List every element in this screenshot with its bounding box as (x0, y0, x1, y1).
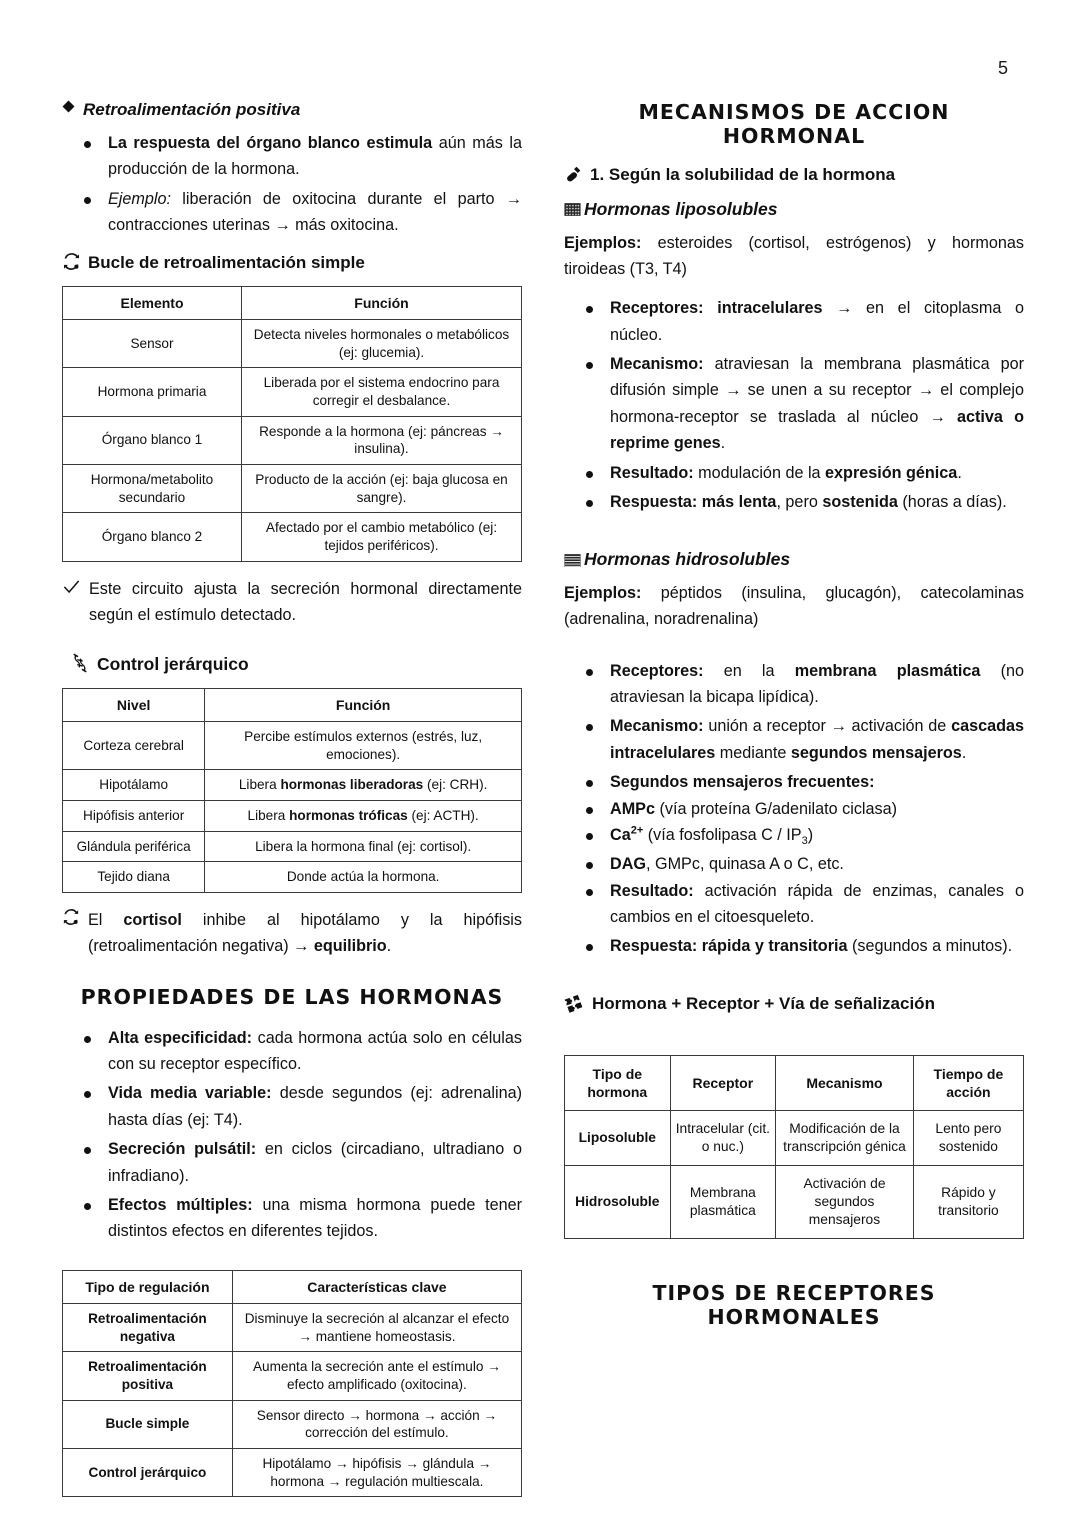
bullet-text: . (961, 743, 967, 762)
table-row (63, 831, 522, 862)
list-item (610, 769, 1024, 795)
positive-feedback-heading-text: Retroalimentación positiva (83, 100, 301, 119)
bullet-bold: expresión génica (825, 463, 958, 482)
positive-feedback-list (62, 130, 522, 239)
hierarchical-control-heading (62, 653, 522, 676)
table-cell: Modificación de la transcripción génica (776, 1111, 914, 1166)
examples-label: Ejemplos: (564, 584, 642, 603)
table-row (63, 1400, 522, 1448)
hidrosolubles-examples (564, 580, 1024, 632)
bullet-text: mediante (715, 743, 791, 762)
bullet-bold: sostenida (822, 493, 898, 512)
table-cell: Retroalimentación negativa (63, 1303, 233, 1351)
table-row (63, 1352, 522, 1400)
liposolubles-heading-text: Hormonas liposolubles (584, 199, 778, 220)
table-row (63, 464, 522, 512)
bullet-bold: Respuesta: rápida y transitoria (610, 937, 848, 956)
dna-icon (70, 653, 90, 673)
bullet-bold: Mecanismo: (610, 717, 704, 736)
table-cell: Glándula periférica (63, 831, 205, 862)
hidrosolubles-heading-text: Hormonas hidrosolubles (584, 549, 791, 570)
properties-list (62, 1025, 522, 1245)
liposolubles-list (564, 295, 1024, 515)
table-header-row (63, 1270, 522, 1303)
mechanisms-title: MECANISMOS DE ACCION HORMONAL (638, 100, 950, 148)
bullet-bold-ca: $Ca^{2+}$ (610, 824, 644, 844)
table-cell: Hormona primaria (63, 368, 242, 416)
table-row (63, 770, 522, 801)
bullet-bold: Receptores: (610, 661, 704, 680)
bullet-text: (horas a días). (897, 493, 1007, 512)
simple-loop-heading (62, 252, 522, 274)
bullet-text: cada hormona actúa solo en células con su receptor específico. (108, 1028, 522, 1073)
grid-square-icon (564, 552, 581, 569)
bullet-bold: cascadas intracelulares (610, 717, 1024, 762)
bullet-text: (no atraviesan la bicapa lipídica). (610, 661, 1024, 706)
cortisol-note (62, 907, 522, 959)
repeat-icon (62, 907, 80, 926)
bullet-bold: membrana plasmática (794, 661, 981, 680)
bullet-bold: AMPc (610, 799, 655, 818)
table-cell: Hidrosoluble (565, 1166, 671, 1239)
bullet-text: . (957, 463, 962, 482)
list-item (108, 1136, 522, 1189)
examples-text: péptidos (insulina, glucagón), catecolaminas (adrenalina, noradrenalina) (564, 584, 1024, 629)
bullet-text: aún más la producción de la hormona. (108, 134, 522, 179)
liposolubles-examples (564, 230, 1024, 282)
list-item (610, 489, 1024, 515)
properties-title: PROPIEDADES DE LAS HORMONAS (80, 984, 504, 1009)
table-cell: Afectado por el cambio metabólico (ej: tejidos periféricos). (242, 513, 522, 561)
table-cell: Aumenta la secreción ante el estímulo → efecto amplificado (oxitocina). (232, 1352, 521, 1400)
bullet-bold: Alta especificidad: (108, 1028, 253, 1047)
list-item (610, 933, 1024, 959)
table-cell: Órgano blanco 1 (63, 416, 242, 464)
bullet-text: en ciclos (circadiano, ultradiano o infradiano). (108, 1140, 522, 1185)
table-cell: Detecta niveles hormonales o metabólicos (ej: glucemia). (242, 319, 522, 367)
table-cell: Lento pero sostenido (913, 1111, 1023, 1166)
note-pre: El (88, 911, 124, 930)
list-item (610, 295, 1024, 348)
column-header: Elemento (63, 286, 242, 319)
bullet-text: modulación de la (693, 463, 826, 482)
bullet-bold: Segundos mensajeros frecuentes: (610, 773, 875, 792)
hierarchical-control-heading-text: Control jerárquico (97, 654, 249, 675)
table-cell: Liberada por el sistema endocrino para corregir el desbalance. (242, 368, 522, 416)
hormone-summary-table (564, 1055, 1024, 1239)
table-cell: Órgano blanco 2 (63, 513, 242, 561)
bullet-bold: La respuesta del órgano blanco estimula (108, 134, 433, 152)
examples-text: esteroides (cortisol, estrógenos) y hormonas tiroideas (T3, T4) (564, 233, 1024, 278)
table-cell: Sensor directo → hormona → acción → corrección del estímulo. (232, 1400, 521, 1448)
table-header-row (565, 1055, 1024, 1110)
list-item (610, 460, 1024, 486)
table-row (63, 416, 522, 464)
table-cell (205, 801, 522, 832)
simple-loop-table (62, 286, 522, 562)
column-header: Nivel (63, 688, 205, 721)
list-item (610, 851, 1024, 877)
table-cell: Percibe estímulos externos (estrés, luz, emociones). (205, 722, 522, 770)
bullet-bold: Receptores: intracelulares (610, 299, 823, 318)
simple-loop-note (62, 576, 522, 628)
table-cell: Libera la hormona final (ej: cortisol). (205, 831, 522, 862)
formula-text: Hormona + Receptor + Vía de señalización (592, 993, 935, 1013)
table-row (565, 1111, 1024, 1166)
cell-bold: hormonas liberadoras (280, 777, 424, 793)
table-header-row (63, 688, 522, 721)
bullet-bold: Respuesta: más lenta (610, 493, 777, 512)
bullet-bold: DAG (610, 855, 646, 874)
bullet-bold: Secreción pulsátil: (108, 1140, 257, 1159)
column-header: Función (205, 688, 522, 721)
grid-square-icon (564, 201, 581, 218)
bullet-bold: Efectos múltiples: (108, 1195, 253, 1214)
bullet-text: (vía proteína G/adenilato ciclasa) (654, 799, 898, 818)
bullet-text: liberación de oxitocina durante el parto → contracciones uterinas → más oxitocina. (108, 189, 522, 235)
table-cell: Bucle simple (63, 1400, 233, 1448)
cell-pre: Libera (238, 777, 281, 793)
check-icon (62, 576, 81, 596)
test-tube-icon (564, 164, 583, 183)
table-cell: Activación de segundos mensajeros (776, 1166, 914, 1239)
list-item (108, 186, 522, 239)
bullet-bold: Resultado: (610, 463, 694, 482)
column-header: Tiempo de acción (913, 1055, 1023, 1110)
bullet-bold: activa o reprime genes (610, 407, 1024, 453)
simple-loop-note-text: Este circuito ajusta la secreción hormonal directamente según el estímulo detectado. (89, 579, 522, 624)
diamond-icon (62, 100, 75, 113)
list-item (610, 796, 1024, 822)
examples-label: Ejemplos: (564, 233, 642, 252)
bullet-text: , GMPc, quinasa A o C, etc. (645, 855, 844, 874)
regulation-types-table (62, 1270, 522, 1498)
table-cell: Responde a la hormona (ej: páncreas → insulina). (242, 416, 522, 464)
bullet-bold: Mecanismo: (610, 355, 704, 373)
bullet-text: activación rápida de enzimas, canales o cambios en el citoesqueleto. (610, 881, 1024, 926)
column-header: Mecanismo (776, 1055, 914, 1110)
table-cell: Donde actúa la hormona. (205, 862, 522, 893)
liposolubles-heading (564, 198, 1024, 222)
table-cell: Hormona/metabolito secundario (63, 464, 242, 512)
note-post: . (386, 937, 392, 956)
column-header: Receptor (670, 1055, 776, 1110)
table-cell (205, 770, 522, 801)
list-item (610, 351, 1024, 457)
table-header-row (63, 286, 522, 319)
table-cell: Disminuye la secreción al alcanzar el efecto → mantiene homeostasis. (232, 1303, 521, 1351)
left-column (62, 100, 522, 1511)
hierarchical-control-table (62, 688, 522, 893)
table-cell: Tejido diana (63, 862, 205, 893)
formula-line (564, 993, 1024, 1015)
table-cell: Rápido y transitorio (913, 1166, 1023, 1239)
page-number: 5 (997, 58, 1008, 78)
two-column-layout (0, 100, 1080, 1511)
table-cell: Control jerárquico (63, 1449, 233, 1497)
list-item (108, 1025, 522, 1078)
table-cell: Sensor (63, 319, 242, 367)
bullet-text: desde segundos (ej: adrenalina) hasta días (ej: T4). (108, 1084, 522, 1129)
table-cell: Hipotálamo → hipófisis → glándula → hormona → regulación multiescala. (232, 1449, 521, 1497)
list-item (610, 658, 1024, 711)
list-item (108, 130, 522, 183)
table-row (63, 722, 522, 770)
cell-pre: Libera (247, 808, 290, 824)
receptor-types-title: TIPOS DE RECEPTORES HORMONALES (652, 1280, 936, 1329)
list-item (610, 822, 1024, 851)
simple-loop-heading-text: Bucle de retroalimentación simple (88, 252, 365, 272)
section1-heading (564, 164, 1024, 186)
bullet-text: una misma hormona puede tener distintos efectos en diferentes tejidos. (108, 1195, 522, 1241)
table-row (63, 319, 522, 367)
cell-bold: hormonas tróficas (289, 808, 408, 824)
column-header: Función (242, 286, 522, 319)
table-cell: Producto de la acción (ej: baja glucosa en sangre). (242, 464, 522, 512)
bullet-bold: Resultado: (610, 881, 694, 900)
note-bold: equilibrio (313, 937, 387, 956)
right-column (564, 100, 1024, 1511)
bullet-text: , pero (776, 493, 823, 512)
bullet-text: → en el citoplasma o núcleo. (610, 299, 1024, 344)
table-cell: Hipófisis anterior (63, 801, 205, 832)
table-row (63, 801, 522, 832)
cortisol-note-text (88, 907, 522, 959)
bullet-text: (segundos a minutos). (847, 937, 1013, 956)
table-row (63, 862, 522, 893)
section1-heading-text: 1. Según la solubilidad de la hormona (590, 165, 896, 184)
list-item (108, 1080, 522, 1133)
bullet-text: atraviesan la membrana plasmática por difusión simple → se unen a su receptor → el complejo hormona-receptor se traslada al núcleo → (610, 355, 1024, 426)
list-item (610, 713, 1024, 766)
bullet-text: en la (703, 661, 795, 680)
bullet-bold: Vida media variable: (108, 1084, 272, 1103)
table-cell: Liposoluble (565, 1111, 671, 1166)
column-header: Características clave (232, 1270, 521, 1303)
column-header: Tipo de regulación (63, 1270, 233, 1303)
list-item (610, 878, 1024, 931)
table-cell: Membrana plasmática (670, 1166, 776, 1239)
table-row (63, 513, 522, 561)
hidrosolubles-list (564, 658, 1024, 960)
puzzle-icon (564, 993, 585, 1014)
bullet-italic: Ejemplo: (108, 189, 171, 208)
repeat-icon (62, 252, 81, 271)
positive-feedback-heading (62, 100, 522, 120)
list-item (108, 1192, 522, 1245)
bullet-text: (vía fosfolipasa C / $IP_3$) (643, 825, 814, 848)
table-row (63, 1303, 522, 1351)
cell-post: (ej: CRH). (423, 777, 488, 793)
note-bold: cortisol (123, 911, 182, 930)
table-row (63, 1449, 522, 1497)
cell-post: (ej: ACTH). (407, 808, 479, 824)
table-cell: Hipotálamo (63, 770, 205, 801)
column-header: Tipo de hormona (565, 1055, 671, 1110)
bullet-bold: segundos mensajeros (790, 743, 962, 762)
hidrosolubles-heading (564, 548, 1024, 572)
bullet-text: unión a receptor → activación de (703, 717, 952, 736)
table-cell: Corteza cerebral (63, 722, 205, 770)
table-row (565, 1166, 1024, 1239)
table-cell: Intracelular (cit. o nuc.) (670, 1111, 776, 1166)
table-cell: Retroalimentación positiva (63, 1352, 233, 1400)
note-mid: inhibe al hipotálamo y la hipófisis (retroalimentación negativa) → (88, 911, 522, 956)
table-row (63, 368, 522, 416)
bullet-text: . (720, 434, 726, 453)
